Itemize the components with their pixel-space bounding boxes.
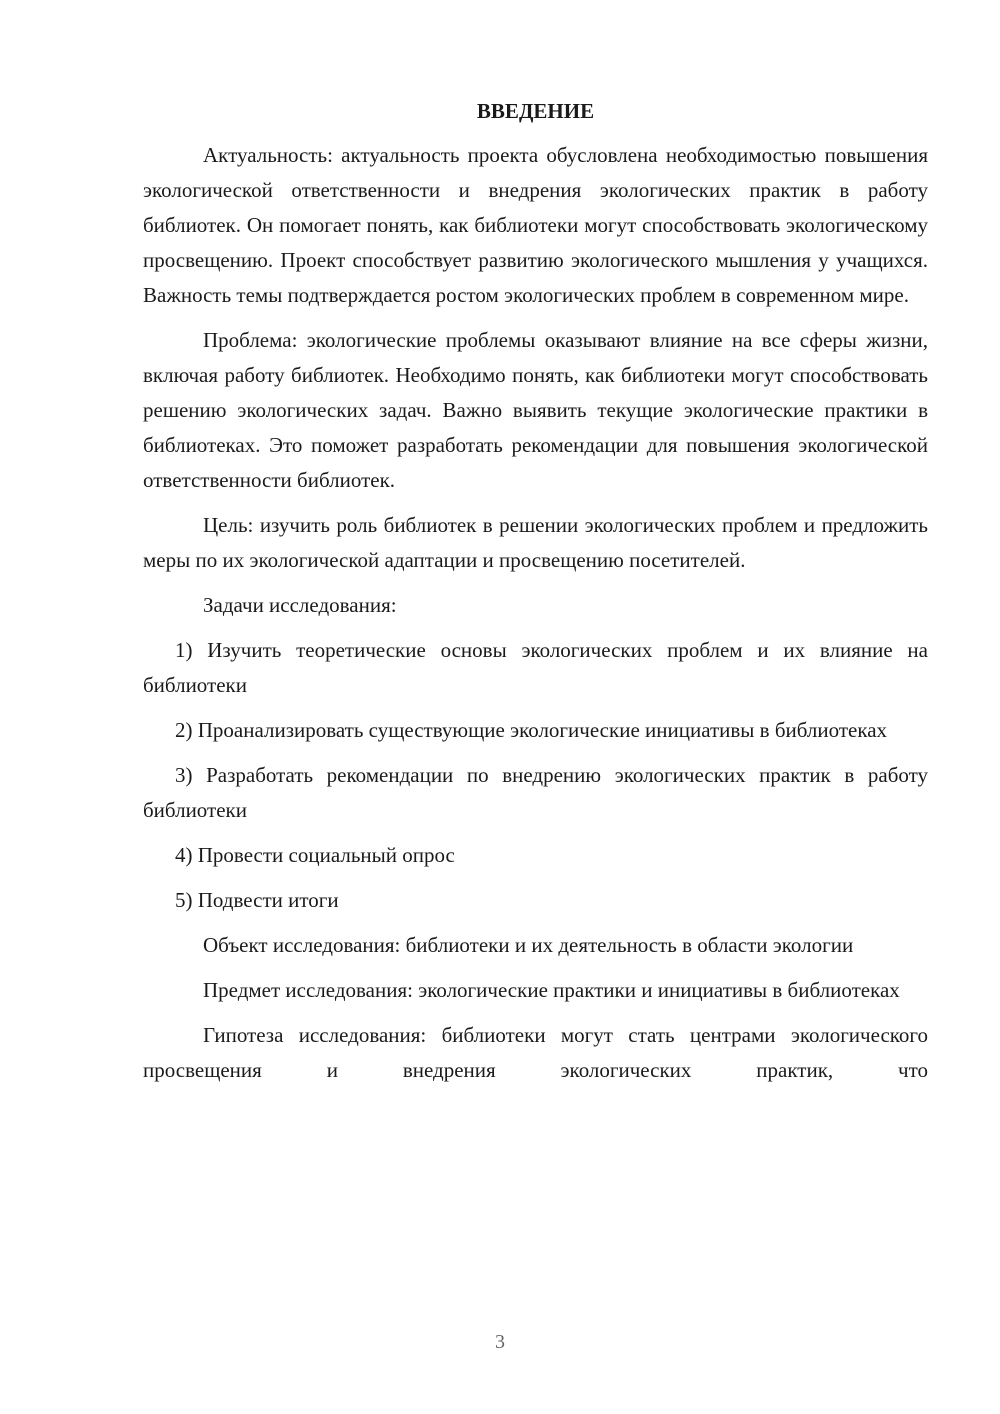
tasks-heading: Задачи исследования: <box>203 593 397 617</box>
page-number: 3 <box>495 1331 505 1353</box>
problem-paragraph: Проблема: экологические проблемы оказывают влияние на все сферы жизни, включая работу библиотек. Необходимо понять, как библиотеки могут способствовать решению экологических задач. Важно выявить текущие экологические практики в библиотеках. Это поможет разработать рекомендации для повышения экологической ответственности библиотек. <box>143 328 928 492</box>
task-item-2: 2) Проанализировать существующие экологические инициативы в библиотеках <box>175 718 888 742</box>
hypothesis-paragraph: Гипотеза исследования: библиотеки могут стать центрами экологического просвещения и внедрения экологических практик, что <box>143 1023 928 1082</box>
section-title: ВВЕДЕНИЕ <box>476 99 595 123</box>
research-subject-paragraph: Предмет исследования: экологические практики и инициативы в библиотеках <box>203 978 900 1002</box>
task-item-4: 4) Провести социальный опрос <box>175 843 455 867</box>
task-item-3: 3) Разработать рекомендации по внедрению экологических практик в работу библиотеки <box>143 763 928 822</box>
task-item-1: 1) Изучить теоретические основы экологических проблем и их влияние на библиотеки <box>143 638 928 697</box>
document-page <box>143 94 928 1088</box>
goal-paragraph: Цель: изучить роль библиотек в решении экологических проблем и предложить меры по их экологической адаптации и просвещению посетителей. <box>143 513 928 572</box>
relevance-paragraph: Актуальность: актуальность проекта обусловлена необходимостью повышения экологической ответственности и внедрения экологических практик в работу библиотек. Он помогает понять, как библиотеки могут способствовать экологическому просвещению. Проект способствует развитию экологического мышления у учащихся. Важность темы подтверждается ростом экологических проблем в современном мире. <box>143 143 928 307</box>
research-object-paragraph: Объект исследования: библиотеки и их деятельность в области экологии <box>203 933 854 957</box>
task-item-5: 5) Подвести итоги <box>175 888 339 912</box>
